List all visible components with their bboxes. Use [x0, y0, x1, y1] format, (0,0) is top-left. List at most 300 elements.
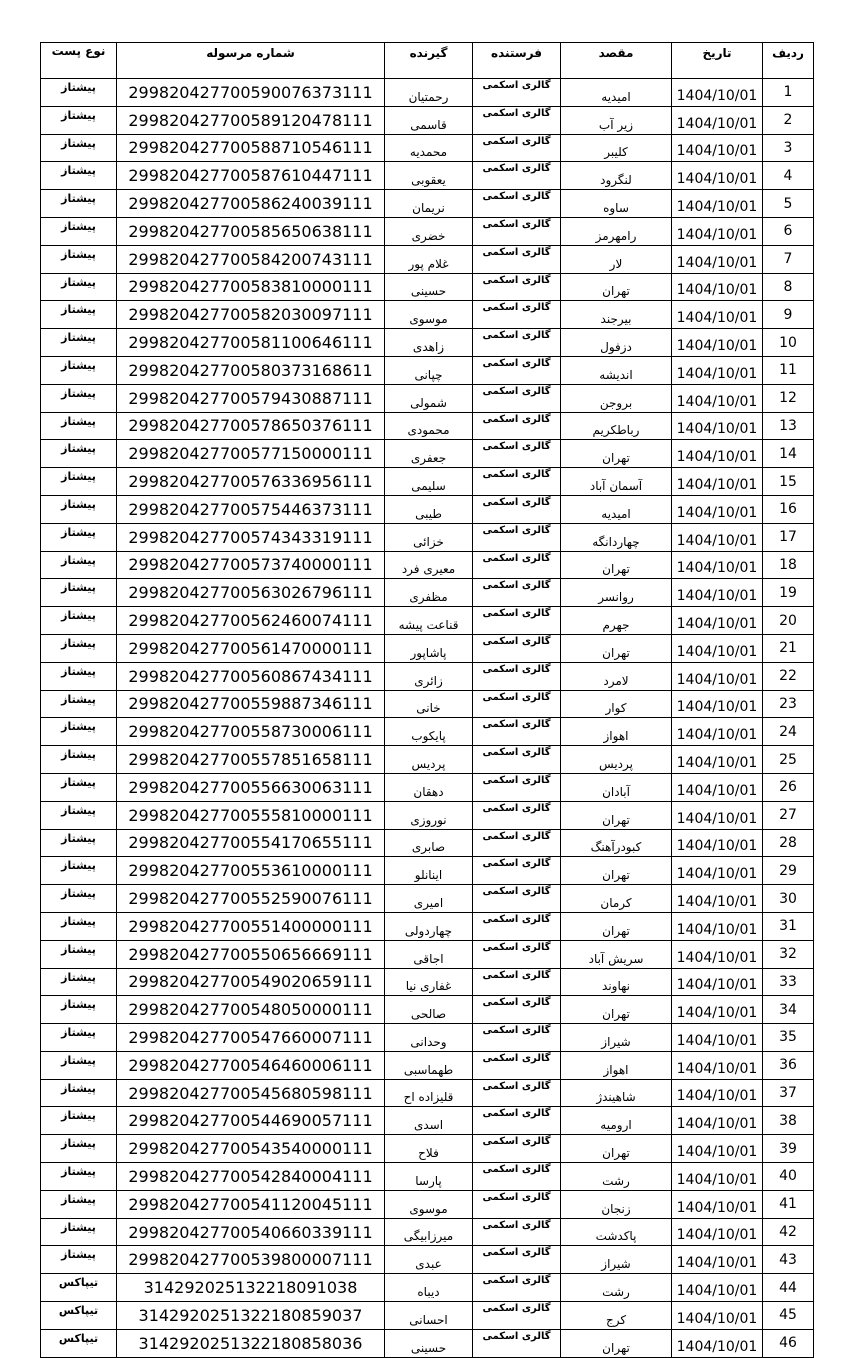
table-row: [41, 1329, 814, 1357]
cell-row-number: 21: [763, 634, 814, 662]
cell-receiver: دهقان: [385, 773, 473, 801]
cell-tracking-number: 299820427700546460006111: [117, 1051, 385, 1079]
cell-post-type: پیشتاز: [41, 551, 117, 579]
cell-row-number: 19: [763, 579, 814, 607]
cell-tracking-number: 299820427700559887346111: [117, 690, 385, 718]
cell-date: 1404/10/01: [672, 634, 763, 662]
cell-tracking-number: 299820427700548050000111: [117, 996, 385, 1024]
cell-tracking-number: 299820427700556630063111: [117, 773, 385, 801]
cell-row-number: 25: [763, 746, 814, 774]
cell-post-type: پیشتاز: [41, 1135, 117, 1163]
cell-row-number: 46: [763, 1329, 814, 1357]
cell-sender: گالری اسکمی: [473, 301, 561, 329]
cell-sender: گالری اسکمی: [473, 412, 561, 440]
cell-date: 1404/10/01: [672, 607, 763, 635]
table-row: [41, 468, 814, 496]
cell-post-type: پیشتاز: [41, 1107, 117, 1135]
cell-date: 1404/10/01: [672, 1024, 763, 1052]
cell-row-number: 28: [763, 829, 814, 857]
cell-tracking-number: 299820427700553610000111: [117, 857, 385, 885]
cell-destination: تهران: [561, 1135, 672, 1163]
cell-date: 1404/10/01: [672, 1329, 763, 1357]
cell-destination: رشت: [561, 1163, 672, 1191]
cell-sender: گالری اسکمی: [473, 384, 561, 412]
table-row: [41, 412, 814, 440]
cell-tracking-number: 299820427700579430887111: [117, 384, 385, 412]
cell-post-type: پیشتاز: [41, 245, 117, 273]
cell-tracking-number: 299820427700574343319111: [117, 523, 385, 551]
cell-receiver: میرزابیگی: [385, 1218, 473, 1246]
cell-sender: گالری اسکمی: [473, 356, 561, 384]
cell-date: 1404/10/01: [672, 662, 763, 690]
table-body: [41, 79, 814, 1358]
cell-row-number: 16: [763, 495, 814, 523]
cell-tracking-number: 299820427700578650376111: [117, 412, 385, 440]
cell-post-type: پیشتاز: [41, 885, 117, 913]
table-row: [41, 1246, 814, 1274]
cell-tracking-number: 299820427700540660339111: [117, 1218, 385, 1246]
cell-date: 1404/10/01: [672, 1107, 763, 1135]
table-row: [41, 857, 814, 885]
cell-post-type: پیشتاز: [41, 79, 117, 107]
cell-sender: گالری اسکمی: [473, 607, 561, 635]
cell-post-type: پیشتاز: [41, 1246, 117, 1274]
cell-sender: گالری اسکمی: [473, 79, 561, 107]
cell-tracking-number: 299820427700583810000111: [117, 273, 385, 301]
cell-destination: تهران: [561, 440, 672, 468]
cell-destination: دزفول: [561, 329, 672, 357]
table-row: [41, 1024, 814, 1052]
header-receiver: گیرنده: [385, 43, 473, 79]
table-row: [41, 718, 814, 746]
cell-destination: اهواز: [561, 1051, 672, 1079]
cell-row-number: 33: [763, 968, 814, 996]
cell-destination: تهران: [561, 912, 672, 940]
cell-post-type: پیشتاز: [41, 1163, 117, 1191]
cell-destination: امیدیه: [561, 79, 672, 107]
cell-receiver: اینانلو: [385, 857, 473, 885]
cell-tracking-number: 299820427700544690057111: [117, 1107, 385, 1135]
cell-sender: گالری اسکمی: [473, 718, 561, 746]
cell-destination: ساوه: [561, 190, 672, 218]
cell-receiver: شمولی: [385, 384, 473, 412]
table-row: [41, 912, 814, 940]
table-row: [41, 968, 814, 996]
cell-post-type: پیشتاز: [41, 356, 117, 384]
cell-sender: گالری اسکمی: [473, 829, 561, 857]
cell-destination: روانسر: [561, 579, 672, 607]
cell-tracking-number: 299820427700576336956111: [117, 468, 385, 496]
cell-row-number: 10: [763, 329, 814, 357]
cell-receiver: خزائی: [385, 523, 473, 551]
cell-destination: رامهرمز: [561, 217, 672, 245]
cell-row-number: 24: [763, 718, 814, 746]
cell-sender: گالری اسکمی: [473, 523, 561, 551]
cell-row-number: 30: [763, 885, 814, 913]
cell-destination: تهران: [561, 551, 672, 579]
table-row: [41, 551, 814, 579]
cell-date: 1404/10/01: [672, 579, 763, 607]
cell-tracking-number: 299820427700585650638111: [117, 217, 385, 245]
table-row: [41, 1163, 814, 1191]
cell-destination: کبودرآهنگ: [561, 829, 672, 857]
cell-date: 1404/10/01: [672, 245, 763, 273]
cell-post-type: پیشتاز: [41, 301, 117, 329]
cell-tracking-number: 299820427700561470000111: [117, 634, 385, 662]
cell-post-type: پیشتاز: [41, 1051, 117, 1079]
cell-date: 1404/10/01: [672, 1135, 763, 1163]
cell-sender: گالری اسکمی: [473, 968, 561, 996]
cell-receiver: حسینی: [385, 273, 473, 301]
cell-tracking-number: 299820427700545680598111: [117, 1079, 385, 1107]
cell-tracking-number: 299820427700575446373111: [117, 495, 385, 523]
cell-tracking-number: 299820427700563026796111: [117, 579, 385, 607]
cell-destination: آبادان: [561, 773, 672, 801]
table-row: [41, 106, 814, 134]
cell-receiver: دیباه: [385, 1274, 473, 1302]
cell-row-number: 36: [763, 1051, 814, 1079]
cell-destination: آسمان آباد: [561, 468, 672, 496]
cell-receiver: امیری: [385, 885, 473, 913]
table-header: [41, 43, 814, 79]
cell-post-type: پیشتاز: [41, 273, 117, 301]
cell-receiver: پردیس: [385, 746, 473, 774]
cell-receiver: پاشاپور: [385, 634, 473, 662]
cell-receiver: پارسا: [385, 1163, 473, 1191]
cell-receiver: زاهدی: [385, 329, 473, 357]
cell-receiver: موسوی: [385, 1190, 473, 1218]
cell-sender: گالری اسکمی: [473, 1163, 561, 1191]
cell-destination: زیر آب: [561, 106, 672, 134]
cell-destination: شاهیندژ: [561, 1079, 672, 1107]
cell-date: 1404/10/01: [672, 829, 763, 857]
table-row: [41, 245, 814, 273]
table-row: [41, 440, 814, 468]
cell-receiver: طهماسبی: [385, 1051, 473, 1079]
cell-sender: گالری اسکمی: [473, 1218, 561, 1246]
cell-sender: گالری اسکمی: [473, 134, 561, 162]
cell-sender: گالری اسکمی: [473, 1135, 561, 1163]
cell-row-number: 7: [763, 245, 814, 273]
cell-row-number: 40: [763, 1163, 814, 1191]
cell-post-type: پیشتاز: [41, 607, 117, 635]
cell-post-type: پیشتاز: [41, 579, 117, 607]
table-row: [41, 579, 814, 607]
cell-post-type: پیشتاز: [41, 996, 117, 1024]
cell-post-type: پیشتاز: [41, 217, 117, 245]
cell-post-type: پیشتاز: [41, 746, 117, 774]
cell-tracking-number: 299820427700586240039111: [117, 190, 385, 218]
cell-post-type: پیشتاز: [41, 857, 117, 885]
cell-row-number: 39: [763, 1135, 814, 1163]
cell-destination: چهاردانگه: [561, 523, 672, 551]
cell-receiver: اجاقی: [385, 940, 473, 968]
cell-sender: گالری اسکمی: [473, 245, 561, 273]
header-tracking-number: شماره مرسوله: [117, 43, 385, 79]
cell-date: 1404/10/01: [672, 718, 763, 746]
cell-date: 1404/10/01: [672, 857, 763, 885]
cell-sender: گالری اسکمی: [473, 857, 561, 885]
cell-receiver: قلیزاده اح: [385, 1079, 473, 1107]
table-row: [41, 634, 814, 662]
cell-sender: گالری اسکمی: [473, 940, 561, 968]
cell-receiver: مظفری: [385, 579, 473, 607]
cell-row-number: 43: [763, 1246, 814, 1274]
table-row: [41, 1051, 814, 1079]
cell-row-number: 8: [763, 273, 814, 301]
cell-date: 1404/10/01: [672, 940, 763, 968]
table-row: [41, 1135, 814, 1163]
cell-tracking-number: 299820427700552590076111: [117, 885, 385, 913]
cell-receiver: رحمتیان: [385, 79, 473, 107]
cell-destination: جهرم: [561, 607, 672, 635]
cell-receiver: جعفری: [385, 440, 473, 468]
cell-sender: گالری اسکمی: [473, 162, 561, 190]
cell-destination: بروجن: [561, 384, 672, 412]
cell-date: 1404/10/01: [672, 801, 763, 829]
cell-tracking-number: 299820427700560867434111: [117, 662, 385, 690]
cell-row-number: 5: [763, 190, 814, 218]
cell-post-type: پیشتاز: [41, 773, 117, 801]
cell-date: 1404/10/01: [672, 106, 763, 134]
cell-receiver: غلام پور: [385, 245, 473, 273]
cell-sender: گالری اسکمی: [473, 662, 561, 690]
cell-row-number: 34: [763, 996, 814, 1024]
cell-post-type: پیشتاز: [41, 523, 117, 551]
cell-sender: گالری اسکمی: [473, 1079, 561, 1107]
cell-receiver: قناعت پیشه: [385, 607, 473, 635]
cell-sender: گالری اسکمی: [473, 1190, 561, 1218]
cell-post-type: پیشتاز: [41, 690, 117, 718]
table-row: [41, 1218, 814, 1246]
table-row: [41, 690, 814, 718]
table-row: [41, 523, 814, 551]
cell-date: 1404/10/01: [672, 885, 763, 913]
cell-date: 1404/10/01: [672, 1246, 763, 1274]
cell-sender: گالری اسکمی: [473, 1246, 561, 1274]
cell-tracking-number: 299820427700542840004111: [117, 1163, 385, 1191]
cell-destination: رشت: [561, 1274, 672, 1302]
cell-sender: گالری اسکمی: [473, 106, 561, 134]
cell-row-number: 26: [763, 773, 814, 801]
cell-destination: کلیبر: [561, 134, 672, 162]
shipment-list-sheet: [40, 42, 813, 1358]
cell-row-number: 29: [763, 857, 814, 885]
cell-sender: گالری اسکمی: [473, 912, 561, 940]
cell-row-number: 6: [763, 217, 814, 245]
cell-sender: گالری اسکمی: [473, 190, 561, 218]
table-row: [41, 662, 814, 690]
cell-date: 1404/10/01: [672, 217, 763, 245]
table-row: [41, 773, 814, 801]
cell-post-type: پیشتاز: [41, 662, 117, 690]
table-row: [41, 356, 814, 384]
cell-date: 1404/10/01: [672, 523, 763, 551]
cell-receiver: نوروزی: [385, 801, 473, 829]
cell-receiver: وحدانی: [385, 1024, 473, 1052]
table-row: [41, 1079, 814, 1107]
cell-tracking-number: 299820427700558730006111: [117, 718, 385, 746]
cell-sender: گالری اسکمی: [473, 1302, 561, 1330]
cell-sender: گالری اسکمی: [473, 634, 561, 662]
table-row: [41, 384, 814, 412]
cell-sender: گالری اسکمی: [473, 273, 561, 301]
cell-sender: گالری اسکمی: [473, 1107, 561, 1135]
cell-sender: گالری اسکمی: [473, 996, 561, 1024]
cell-row-number: 42: [763, 1218, 814, 1246]
cell-date: 1404/10/01: [672, 329, 763, 357]
cell-row-number: 35: [763, 1024, 814, 1052]
cell-sender: گالری اسکمی: [473, 440, 561, 468]
table-row: [41, 1302, 814, 1330]
cell-receiver: قاسمی: [385, 106, 473, 134]
cell-date: 1404/10/01: [672, 1079, 763, 1107]
table-row: [41, 996, 814, 1024]
cell-date: 1404/10/01: [672, 551, 763, 579]
cell-post-type: پیشتاز: [41, 801, 117, 829]
cell-sender: گالری اسکمی: [473, 579, 561, 607]
cell-receiver: محمدیه: [385, 134, 473, 162]
cell-row-number: 11: [763, 356, 814, 384]
table-row: [41, 746, 814, 774]
cell-row-number: 31: [763, 912, 814, 940]
cell-sender: گالری اسکمی: [473, 495, 561, 523]
cell-destination: امیدیه: [561, 495, 672, 523]
cell-destination: تهران: [561, 996, 672, 1024]
cell-post-type: پیشتاز: [41, 162, 117, 190]
shipment-table: [40, 42, 814, 1358]
table-row: [41, 607, 814, 635]
cell-date: 1404/10/01: [672, 273, 763, 301]
cell-receiver: خانی: [385, 690, 473, 718]
cell-tracking-number: 314292025132218091038: [117, 1274, 385, 1302]
cell-tracking-number: 299820427700543540000111: [117, 1135, 385, 1163]
cell-tracking-number: 3142920251322180858036: [117, 1329, 385, 1357]
cell-date: 1404/10/01: [672, 1302, 763, 1330]
table-row: [41, 273, 814, 301]
cell-destination: لنگرود: [561, 162, 672, 190]
cell-post-type: پیشتاز: [41, 1079, 117, 1107]
cell-post-type: تیپاکس: [41, 1274, 117, 1302]
table-row: [41, 1107, 814, 1135]
cell-tracking-number: 3142920251322180859037: [117, 1302, 385, 1330]
cell-tracking-number: 299820427700562460074111: [117, 607, 385, 635]
cell-receiver: خضری: [385, 217, 473, 245]
cell-receiver: طیبی: [385, 495, 473, 523]
cell-destination: زنجان: [561, 1190, 672, 1218]
cell-post-type: پیشتاز: [41, 329, 117, 357]
cell-row-number: 15: [763, 468, 814, 496]
cell-receiver: عبدی: [385, 1246, 473, 1274]
cell-destination: شیراز: [561, 1024, 672, 1052]
cell-row-number: 1: [763, 79, 814, 107]
cell-destination: شیراز: [561, 1246, 672, 1274]
cell-row-number: 3: [763, 134, 814, 162]
cell-receiver: معیری فرد: [385, 551, 473, 579]
cell-receiver: صابری: [385, 829, 473, 857]
cell-receiver: نریمان: [385, 190, 473, 218]
cell-row-number: 41: [763, 1190, 814, 1218]
cell-date: 1404/10/01: [672, 495, 763, 523]
cell-destination: کرج: [561, 1302, 672, 1330]
header-row-number: ردیف: [763, 43, 814, 79]
cell-post-type: پیشتاز: [41, 412, 117, 440]
cell-date: 1404/10/01: [672, 773, 763, 801]
table-row: [41, 190, 814, 218]
cell-sender: گالری اسکمی: [473, 773, 561, 801]
cell-post-type: تیپاکس: [41, 1302, 117, 1330]
cell-tracking-number: 299820427700547660007111: [117, 1024, 385, 1052]
table-row: [41, 79, 814, 107]
cell-sender: گالری اسکمی: [473, 885, 561, 913]
cell-date: 1404/10/01: [672, 79, 763, 107]
cell-post-type: پیشتاز: [41, 384, 117, 412]
cell-post-type: پیشتاز: [41, 1218, 117, 1246]
cell-row-number: 9: [763, 301, 814, 329]
table-row: [41, 495, 814, 523]
cell-sender: گالری اسکمی: [473, 1329, 561, 1357]
table-row: [41, 217, 814, 245]
cell-date: 1404/10/01: [672, 356, 763, 384]
cell-tracking-number: 299820427700555810000111: [117, 801, 385, 829]
table-row: [41, 885, 814, 913]
table-row: [41, 829, 814, 857]
cell-receiver: محمودی: [385, 412, 473, 440]
table-row: [41, 329, 814, 357]
cell-date: 1404/10/01: [672, 1163, 763, 1191]
cell-date: 1404/10/01: [672, 190, 763, 218]
header-post-type: نوع پست: [41, 43, 117, 79]
cell-date: 1404/10/01: [672, 162, 763, 190]
cell-tracking-number: 299820427700588710546111: [117, 134, 385, 162]
table-row: [41, 162, 814, 190]
cell-receiver: چهاردولی: [385, 912, 473, 940]
cell-tracking-number: 299820427700580373168611: [117, 356, 385, 384]
cell-destination: لار: [561, 245, 672, 273]
cell-row-number: 22: [763, 662, 814, 690]
cell-sender: گالری اسکمی: [473, 690, 561, 718]
cell-date: 1404/10/01: [672, 134, 763, 162]
cell-destination: تهران: [561, 857, 672, 885]
cell-tracking-number: 299820427700549020659111: [117, 968, 385, 996]
cell-receiver: سلیمی: [385, 468, 473, 496]
cell-tracking-number: 299820427700590076373111: [117, 79, 385, 107]
cell-receiver: پایکوب: [385, 718, 473, 746]
cell-date: 1404/10/01: [672, 1190, 763, 1218]
cell-destination: تهران: [561, 801, 672, 829]
cell-post-type: پیشتاز: [41, 1024, 117, 1052]
cell-row-number: 23: [763, 690, 814, 718]
cell-tracking-number: 299820427700557851658111: [117, 746, 385, 774]
cell-date: 1404/10/01: [672, 301, 763, 329]
header-sender: فرستنده: [473, 43, 561, 79]
cell-date: 1404/10/01: [672, 384, 763, 412]
cell-row-number: 17: [763, 523, 814, 551]
cell-destination: تهران: [561, 1329, 672, 1357]
cell-sender: گالری اسکمی: [473, 551, 561, 579]
cell-date: 1404/10/01: [672, 968, 763, 996]
cell-row-number: 44: [763, 1274, 814, 1302]
cell-receiver: فلاح: [385, 1135, 473, 1163]
cell-receiver: یعقوبی: [385, 162, 473, 190]
cell-date: 1404/10/01: [672, 412, 763, 440]
cell-tracking-number: 299820427700573740000111: [117, 551, 385, 579]
table-row: [41, 940, 814, 968]
cell-sender: گالری اسکمی: [473, 1024, 561, 1052]
cell-tracking-number: 299820427700577150000111: [117, 440, 385, 468]
cell-post-type: پیشتاز: [41, 912, 117, 940]
cell-date: 1404/10/01: [672, 996, 763, 1024]
